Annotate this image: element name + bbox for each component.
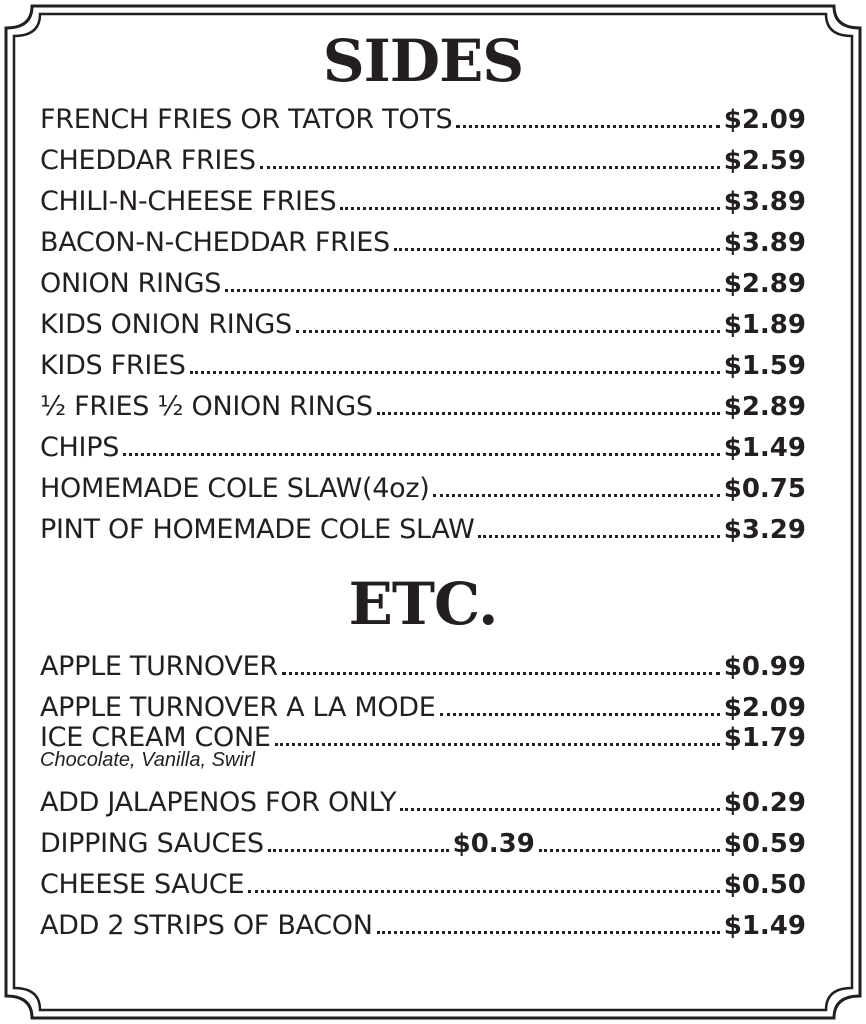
menu-item-row xyxy=(40,504,806,545)
dot-leader xyxy=(282,672,720,675)
dot-leader xyxy=(225,289,720,292)
dot-leader xyxy=(248,890,720,893)
menu-item-price: $0.29 xyxy=(723,788,806,818)
menu-item-row xyxy=(40,859,806,900)
menu-item-price: $0.75 xyxy=(723,474,806,504)
menu-item-price: $0.50 xyxy=(723,870,806,900)
menu-item-price: $0.59 xyxy=(723,829,806,859)
menu-item-small-price: $0.39 xyxy=(452,829,535,859)
menu-item-row xyxy=(40,94,806,135)
dot-leader xyxy=(260,166,720,169)
menu-item-name: ADD 2 STRIPS OF BACON xyxy=(40,910,373,941)
menu-item-price: $2.09 xyxy=(723,693,806,723)
dot-leader xyxy=(340,207,719,210)
menu-item-name: ONION RINGS xyxy=(40,268,222,299)
menu-item-name: DIPPING SAUCES xyxy=(40,828,264,859)
menu-item-name: ½ FRIES ½ ONION RINGS xyxy=(40,391,373,422)
menu-item-price: $1.89 xyxy=(723,310,806,340)
menu-item-price: $1.49 xyxy=(723,911,806,941)
menu-item-name: FRENCH FRIES OR TATOR TOTS xyxy=(40,104,453,135)
dot-leader xyxy=(275,743,720,746)
menu-content xyxy=(40,22,806,941)
menu-item-price: $2.59 xyxy=(723,146,806,176)
sides-heading: SIDES xyxy=(322,27,524,95)
menu-item-price: $1.79 xyxy=(723,723,806,753)
menu-item-name: HOMEMADE COLE SLAW(4oz) xyxy=(40,473,430,504)
dot-leader xyxy=(268,849,449,852)
sides-list xyxy=(40,94,806,545)
menu-item-row xyxy=(40,463,806,504)
menu-item-row xyxy=(40,900,806,941)
menu-item-name: ICE CREAM CONE xyxy=(40,722,271,753)
menu-item-price: $1.59 xyxy=(723,351,806,381)
etc-heading: ETC. xyxy=(348,570,498,638)
menu-item-row xyxy=(40,641,806,682)
dot-leader xyxy=(456,125,719,128)
menu-item-row xyxy=(40,777,806,818)
dot-leader xyxy=(440,713,720,716)
menu-item-name: CHEESE SAUCE xyxy=(40,869,245,900)
menu-item-name: PINT OF HOMEMADE COLE SLAW xyxy=(40,514,475,545)
menu-item-name: ADD JALAPENOS FOR ONLY xyxy=(40,787,397,818)
menu-item-name: CHEDDAR FRIES xyxy=(40,145,256,176)
dot-leader xyxy=(190,371,720,374)
menu-item-row xyxy=(40,340,806,381)
menu-item-row xyxy=(40,299,806,340)
dot-leader xyxy=(478,535,719,538)
menu-item-row xyxy=(40,818,806,859)
menu-item-note: Chocolate, Vanilla, Swirl xyxy=(40,749,255,771)
menu-item-price: $3.29 xyxy=(723,515,806,545)
menu-item-price: $2.89 xyxy=(723,392,806,422)
menu-item-row xyxy=(40,135,806,176)
dot-leader xyxy=(123,453,720,456)
dot-leader xyxy=(539,849,720,852)
menu-item-price: $0.99 xyxy=(723,652,806,682)
menu-item-price: $3.89 xyxy=(723,187,806,217)
menu-item-row xyxy=(40,217,806,258)
menu-item-name: KIDS FRIES xyxy=(40,350,186,381)
dot-leader xyxy=(394,248,720,251)
menu-item-price: $2.89 xyxy=(723,269,806,299)
menu-item-name: KIDS ONION RINGS xyxy=(40,309,292,340)
menu-item-name: APPLE TURNOVER A LA MODE xyxy=(40,692,436,723)
dot-leader xyxy=(433,494,719,497)
menu-item-name: CHILI-N-CHEESE FRIES xyxy=(40,186,337,217)
menu-item-name: CHIPS xyxy=(40,432,120,463)
menu-item-name: BACON-N-CHEDDAR FRIES xyxy=(40,227,390,258)
menu-item-row xyxy=(40,682,806,723)
menu-item-name: APPLE TURNOVER xyxy=(40,651,278,682)
menu-item-price: $2.09 xyxy=(723,105,806,135)
menu-item-row xyxy=(40,422,806,463)
menu-item-price: $1.49 xyxy=(723,433,806,463)
dot-leader xyxy=(296,330,720,333)
dot-leader xyxy=(377,412,720,415)
dot-leader xyxy=(377,931,720,934)
etc-list xyxy=(40,641,806,941)
menu-item-row xyxy=(40,381,806,422)
menu-item-price: $3.89 xyxy=(723,228,806,258)
menu-item-row xyxy=(40,176,806,217)
dot-leader xyxy=(400,808,720,811)
menu-item-row xyxy=(40,258,806,299)
